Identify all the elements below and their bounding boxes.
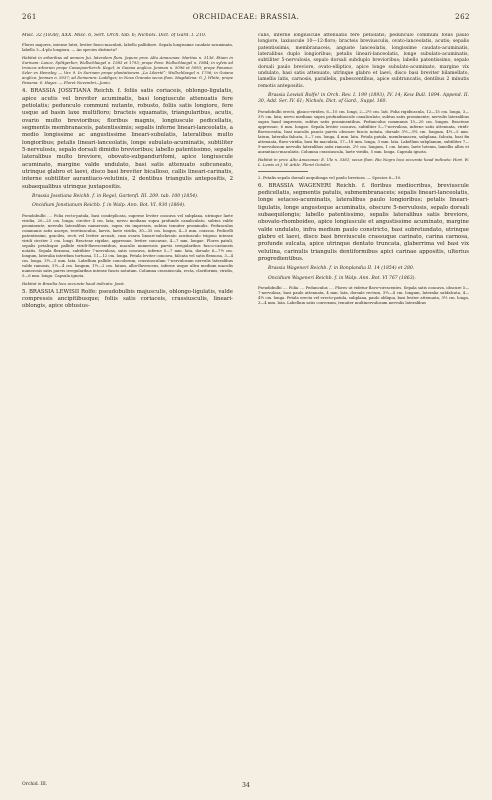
left-column-paragraph: 4. BRASSIA JOSSTIANA Reichb. f. foliis satis coriaceis, oblongo-ligulatis, apice acutis vel breviter acuminatis, basi longiuscule attenuatis fere petiolatis; pedunculo communi nutante, robusto, foliis satis longiore, fere usque ad basin laxe multifloro; bracteis squamatis, triangularibus, acutis, ovario multo brevioribus; floribus magnis, longiuscule pedicellatis, segmentis membranaceis, patentissimis; sepalis inferne lineari-lanceolatis, a medio longissime ac angustissime lineari-subulatis, lateralibus multo longioribus; petalis lineari-lanceolatis, longe subulato-acuminatis, subtiliter 5-nervulosis, sepalo dorsali dimidio brevioribus; labello patentissimo, sepalis lateralibus multo breviore, obovato-subpandurifomi, apice longiuscule acuminato, margine valde undulato, basi satis attenuato subcuneato, utrinque glabro et laevi, disco basi breviter bicalloso, callis lineari-carinatis, interne subtiliter aurantiaco-velutinis, 2 dentibus triangulis antepositis, 2 subaequalibus utrinque juxtapositis. xyxy=(22,88,233,190)
left-column-paragraph: Habitat in Brasilia loco accurate haud indicato: Josst. xyxy=(22,280,125,286)
right-column-paragraph: Habitat in prov. Alto Amazonas: E. Ule n. 5361; secus flum. Rio Negro loco accurate haud indicato: Hort. W. L. Lewis et J. W. Arkle. Floret Octobri. xyxy=(258,156,469,167)
left-column-paragraph: Pseudobulbi .... Folia recto-patula, basi condeplicata, superne leviter concava vel subplana, utrinque laete viridia, 20—25 cm. longa, circiter 4 cm. lata; nervo medianо supra profunde canaliculato, subtus valde prominente; nervulis lateralibus numerosis, supra vix impressis, subtus tenuiter prominulis. Pedunculus communis satis anceps, teretiusculus, laevis, laete viridis, 30—35 cm. longus, 4—5 mm. crassus. Pedicelli patentissimi, graciles, recti vel leviter arcuati, cum ovario lineari-subclavato acutiusculo trigono intense viridi circiter 2 cm. longi. Bracteae rigidae, appressae, leviter concavae, 4—7 mm. longae. Flores patuli, sepalis petalisque pallide viridi-flavescentibus, maculis numerosis parvis irregularibus fusco-castaneis notatis. Sepala flexuosa, subtiliter 7-nervulosa, satis concava, inferne 5—7 mm. lata, dorsale 6—7½ cm. longum, lateralia interdum tortuosa, 11—12 cm. longa. Petala leviter concava, falcata vel satis flexuosa, 3—4 cm. longa, 3½—5 mm. lata. Labellum pallide concolorum, crassiusculum 7-nervulosum nervulis lateralibus valde ramosis, 3½—4 cm. longum, 1½—2 cm. latum, albo-flavescens, inferne usque ultra medium maculis numerosis satis parvis irregularibus intense fuscis notatum. Columna crassiuscula, recta, claviformis, viridis, 5—6 mm. longa. Capsula ignota. xyxy=(22,212,233,278)
left-column xyxy=(22,33,233,773)
right-column-paragraph: 6. BRASSIA WAGENERI Reichb. f. floribus mediocribus, breviuscule pedicellatis, segmentis patulis, submembranaceis; sepalis lineari-lanceolatis, longe setaceo-acuminatis, lateralibus paulo longioribus; petalis lineari-ligulatis, longe angusteque acuminatis, obscure 5-nervulosis, sepalo dorsali subaequilongis; labello patentissimo, sepalis lateralibus satis breviore, obovato-rhomboideo, apice longiuscule et angustissime acuminato, margine valde undulato, infra medium paulo constricto, basi subretundato, utrinque glabro et laevi, disco basi breviuscule crassuque carinato, carina carnosa, profunde sulcata, apice utrinque dentato truncata, glaberrima vel basi vix velutina, carinulis triangulis dentiformibus apici carinae appositis, ulterius progredientibus. xyxy=(258,182,469,263)
section-divider xyxy=(258,171,308,172)
page-footer xyxy=(22,782,470,792)
right-column-paragraph: Brassia Wageneri Reichb. f. in Bonplandia II. 14 (1854) et 280. xyxy=(268,266,415,272)
right-column-paragraph: Brassia Lewisii Rolfe! in Orch. Rev. I. 199 (1893), IV. 14; Kew Bull. 1894. Append. II. 30, Add. Ser. IV. 61; Nichols. Dict. of Gard., Suppl. 160. xyxy=(258,92,469,105)
left-column-paragraph: Brassia Josstiana Reichb. f. in Regel, Gartenfl. III. 209. tab. 100 (1854). xyxy=(32,194,199,200)
right-column xyxy=(258,33,469,773)
page-number-right: 262 xyxy=(455,13,470,21)
page-header xyxy=(22,13,470,25)
left-column-paragraph: 5. BRASSIA LEWISII Rolfe: pseudobulbis majusculis, oblongo-ligulatis, valde compressis ancipitibusque; foliis satis coriaceis, crassiusculis, lineari-oblongis, apice obtusius- xyxy=(22,288,233,310)
left-column-paragraph: Habitat in arboribus ad amnem Jui, lateralem flum. Japura prov. Alto Amazonas: Martius n. 3136. Etiam in Surinam: Lance, Splitgerber, Wullschlaegel n. 1583 et 1793; prope Para: Wullschlaegel n. 1884; in sylvis ad truncos arborum prope Cassepoerherch: Kegel; in Guiana anglica: Jenman n. 5096 et 5093; prope Panama: Seler ex Hemsley. — Var. 9. In Surinam prope plantationem „La Liberté“: Wullschlaegel n. 1706; in Guiana anglica: Jenman n. 5037; ad Demerara: Loddiges; in Nova Granata secus flum. Magdalena: G. J. White; prope Panama: S. Hayes. — Floret Novembri—Junio. xyxy=(22,55,233,86)
left-column-paragraph: Flores majores, intense lutei, leviter fusco-maculati, labello pallidiore. Sepala longissime caudato-acuminata, labello 3—4-plo longiora. — An species distincta? xyxy=(22,42,233,53)
right-column-paragraph: Oncidium Wageneri Reichb. f. in Walp. Ann. Bot. VI 767 (1863). xyxy=(268,275,416,281)
left-column-paragraph: Misc. 32 (1838), XXX. Misc. 6, Sert. Orch. tab. 6; Nicholx. Dict. of Gard. I. 210. xyxy=(22,33,207,38)
right-column-paragraph: Pseudobulbi erecti, glauco-virides, 6—10 cm. longi, 2—2½ cm. lati. Folia rigidiuscula, 12—15 cm. longa, 3—3½ cm. lata; nervo mediano supra profundiuscule canaliculato, subtus satis prominente; nervulis lateralibus supra haud impressis, subtus satis prominentibus. Pedunculus communis 15—20 cm. longus. Bracteae appressae, 6 mm. longae. Sepala leviter concava, subtiliter 5—7-nervulosa, inferne satis attenuata, viridi-flavescentia, basi maculis paucis parvis obscure fuscis notata, dorsale 3½—3¾ cm. longum, 4½—5 mm. latum, lateralia falcata, 5—7 cm. longa, 4 mm. lata. Petala patula, membranacea, subplana, falcata, basi fix attenuata, flavo-viridia, basi fix maculata, 17—18 mm. longa, 3 mm. lata. Labellum subplanum, subtiliter 7—9-nervulosum nervulis lateralibus satis ramosis, 2½ cm. longum, 1 cm. latum, laete luteum, lamellis albis et aurantiaco-maculatis. Columna crassiuscula, laete viridis, 5 mm. longa. Capsula ignota. xyxy=(258,108,469,154)
page-number-left: 261 xyxy=(22,13,37,21)
running-title: ORCHIDACEAE: BRASSIA. xyxy=(192,13,300,21)
right-column-paragraph: Pseudobulbi .... Folia .... Pedunculus .... Flores ut videtur flavo-virescentes. Sepala satis concava, obscure 5—7-nervulosa, basi paulo attenuata, 4 mm. lata, dorsale rectum, 3½—4 cm. longum, lateralia subfalcata, 4—4½ cm. longa. Petala erecta vel erecto-patula, subplana, paulo obliqua, basi leviter attenuata, 3½ cm. longa, 3—4 mm. lata. Labellum satis convexum, tenuiter multinervulosum nervulis lateralibus xyxy=(258,285,469,306)
sheet-signature: Orchid. III. xyxy=(22,782,48,787)
page-footer-number: 34 xyxy=(242,782,250,789)
right-column-paragraph: 2. Petalis sepalo dorsali aequilonga vel paulo breviora. — Species 6—10. xyxy=(258,174,402,180)
left-column-paragraph: Oncidium Jonstianum Reichb. f. in Walp. Ann. Bot. VI. 930 (1864). xyxy=(32,203,186,209)
right-column-paragraph: culis, inferne longiuscule attenuatis fere petiolatis; pedunculo communi foliis paulo longiore, laxiuscule 10—12-floro; bracteis breviusculis, ovato-lanceolatis, acutis; sepalis patentissimis, membranaceis, anguste lanceolatis, longissime caudato-acuminatis, lateralibus duplo longioribus; petalis lineari-lanceolatis, longe subulato-acuminatis, subtiliter 5-nervulosis, sepalo dorsali subduplo brevioribus; labello patentissimo, sepalo dorsali paulo breviore, ovato-elliptico, apice longe subulato-acuminato, margine vix undulato, basi satis attenuato, utrinque glabro et laevi, disco basi breviter bilamellato, lamellis latis, carnosis, parallelis, pubescentibus, apice subtruncatis, dentibus 2 minutis remotis antepositis. xyxy=(258,33,469,89)
